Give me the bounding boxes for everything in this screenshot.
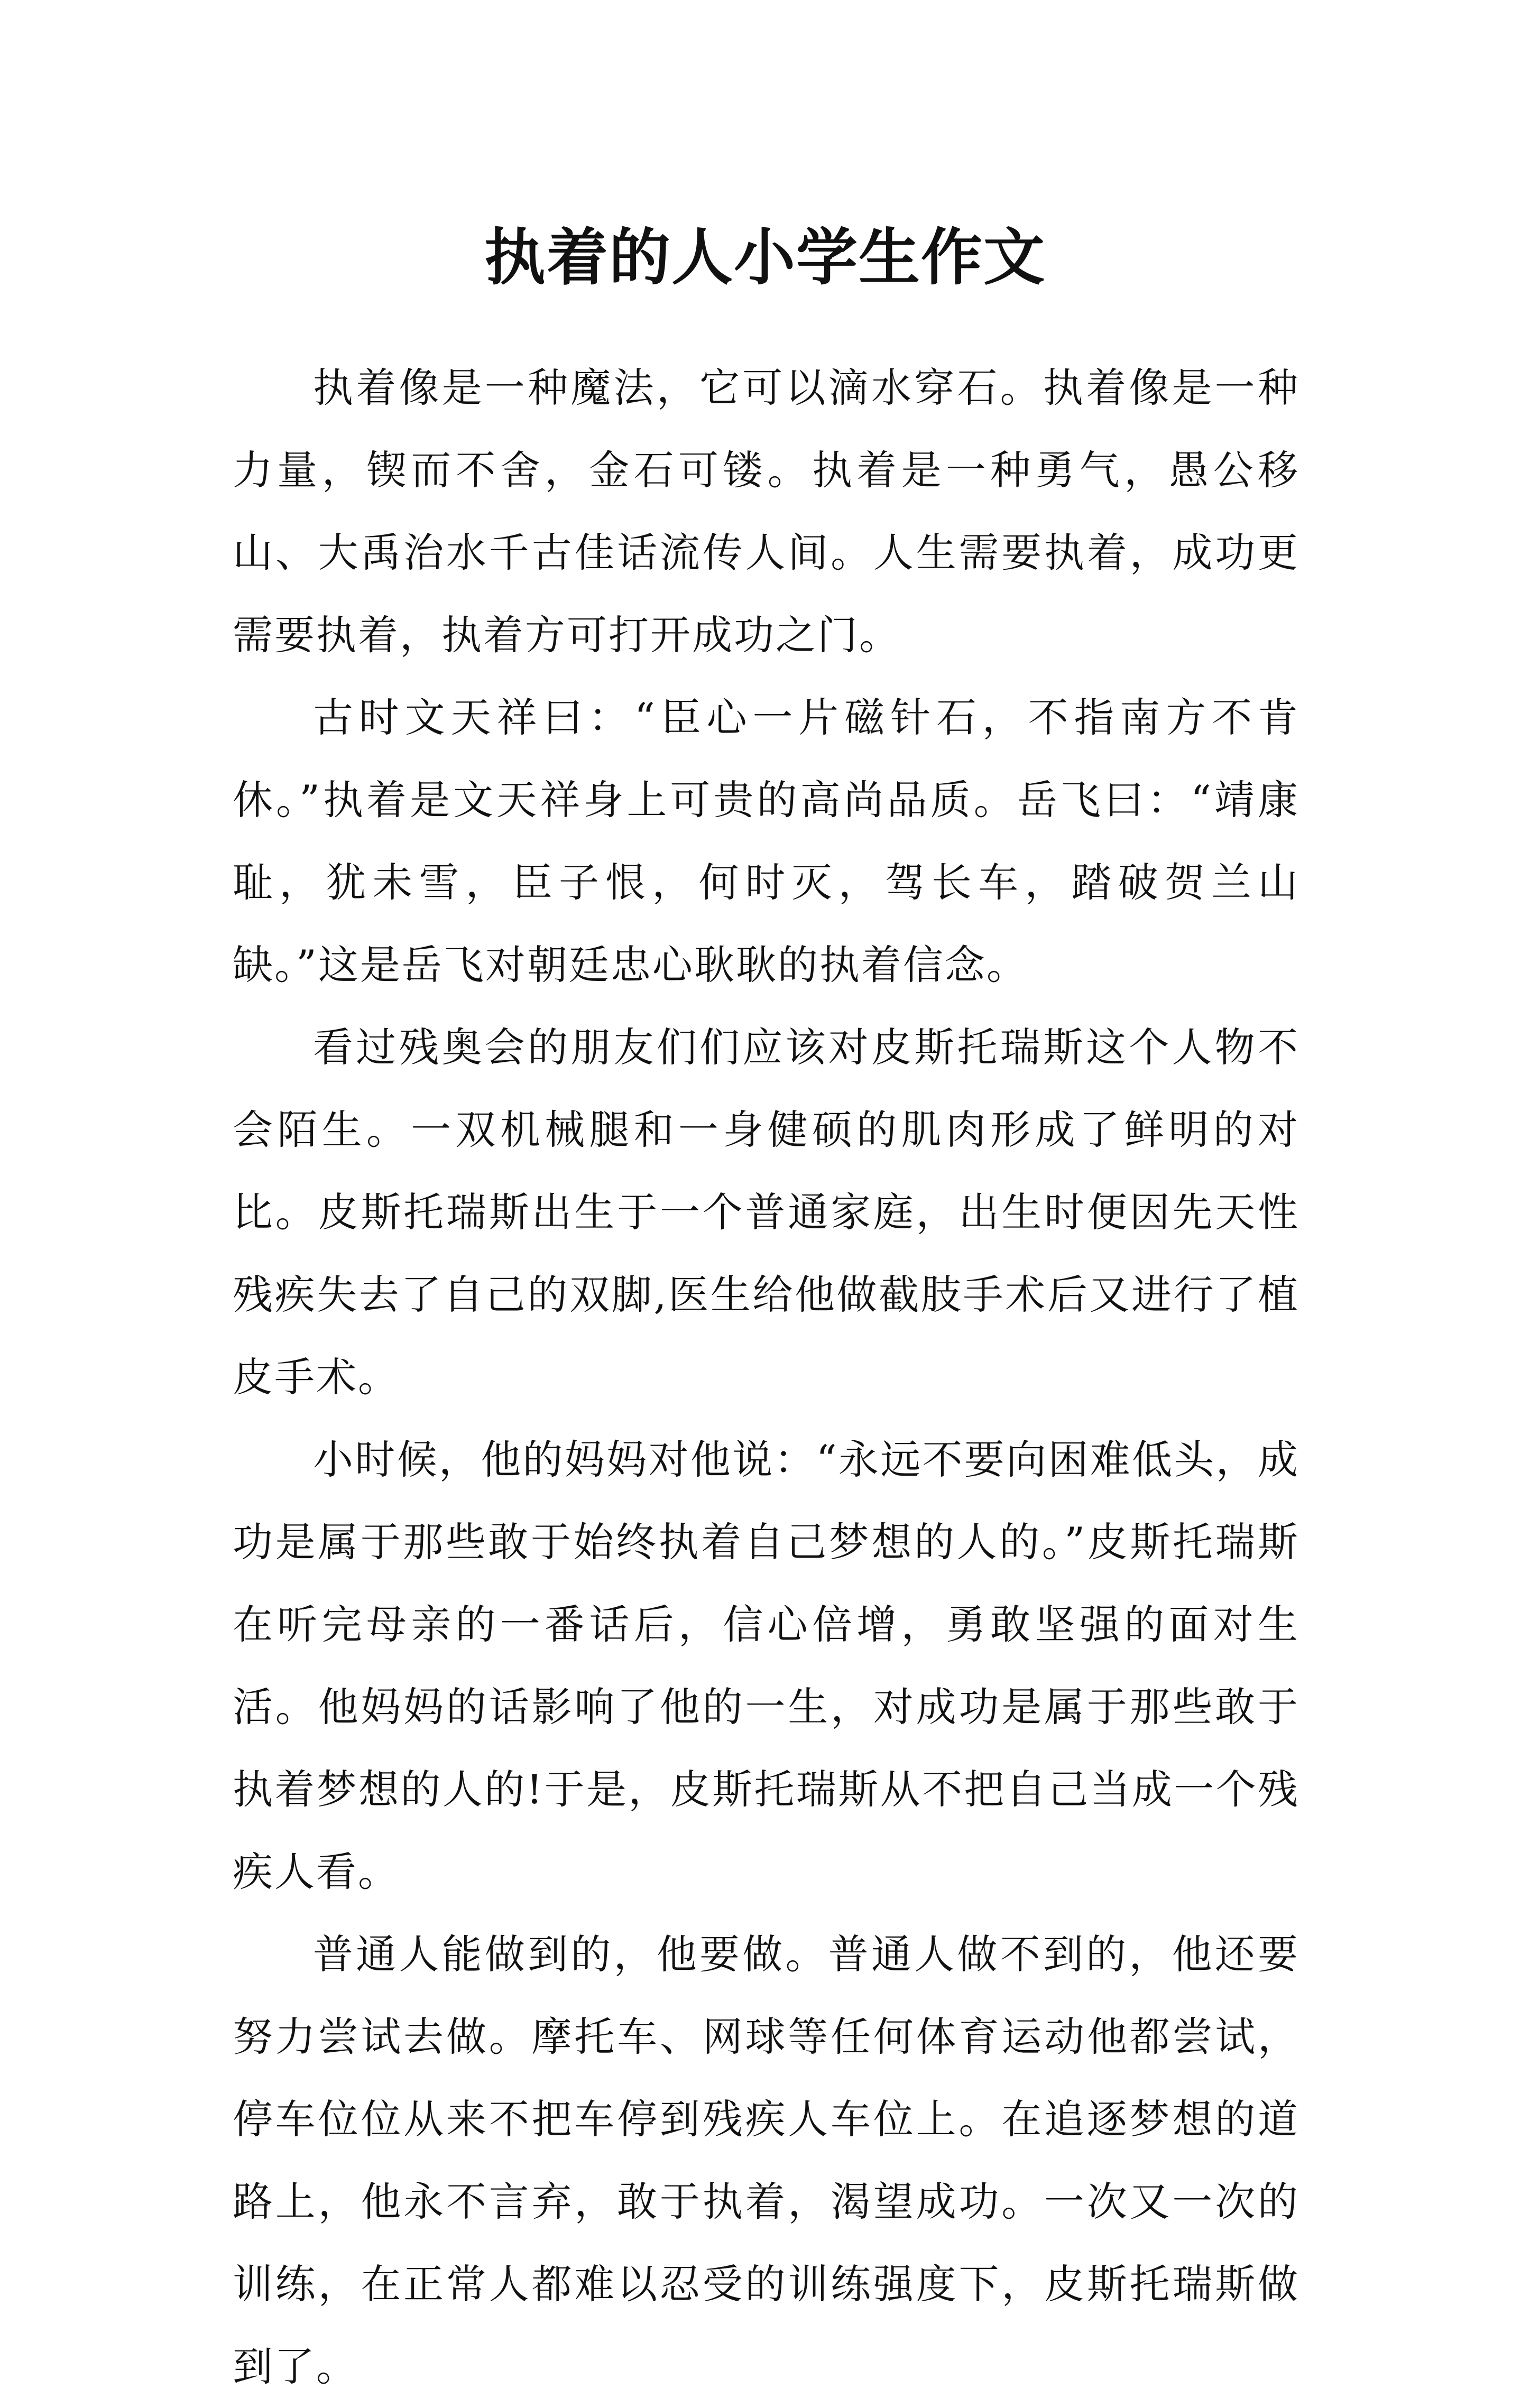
paragraph-3: 看过残奥会的朋友们们应该对皮斯托瑞斯这个人物不会陌生。一双机械腿和一身健硕的肌肉形成了鲜明的对比。皮斯托瑞斯出生于一个普通家庭，出生时便因先天性残疾失去了自己的双脚,医生给他做截肢手术后又进行了植皮手术。 bbox=[233, 1024, 1299, 1401]
paragraph-5: 普通人能做到的，他要做。普通人做不到的，他还要努力尝试去做。摩托车、网球等任何体育运动他都尝试，停车位位从来不把车停到残疾人车位上。在追逐梦想的道路上，他永不言弃，敢于执着，渴望成功。一次又一次的训练，在正常人都难以忍受的训练强度下，皮斯托瑞斯做到了。 bbox=[233, 1931, 1299, 2390]
document-body bbox=[233, 347, 1299, 2408]
paragraph-1: 执着像是一种魔法，它可以滴水穿石。执着像是一种力量，锲而不舍，金石可镂。执着是一种勇气，愚公移山、大禹治水千古佳话流传人间。人生需要执着，成功更需要执着，执着方可打开成功之门。 bbox=[233, 364, 1299, 659]
document-title: 执着的人小学生作文 bbox=[484, 221, 1046, 293]
paragraph-2: 古时文天祥曰：“臣心一片磁针石，不指南方不肯休。”执着是文天祥身上可贵的高尚品质。岳飞曰：“靖康耻，犹未雪，臣子恨，何时灭，驾长车，踏破贺兰山缺。”这是岳飞对朝廷忠心耿耿的执着信念。 bbox=[233, 694, 1299, 988]
paragraph-4: 小时候，他的妈妈对他说：“永远不要向困难低头，成功是属于那些敢于始终执着自己梦想的人的。”皮斯托瑞斯在听完母亲的一番话后，信心倍增，勇敢坚强的面对生活。他妈妈的话影响了他的一生，对成功是属于那些敢于执着梦想的人的!于是，皮斯托瑞斯从不把自己当成一个残疾人看。 bbox=[233, 1436, 1299, 1895]
